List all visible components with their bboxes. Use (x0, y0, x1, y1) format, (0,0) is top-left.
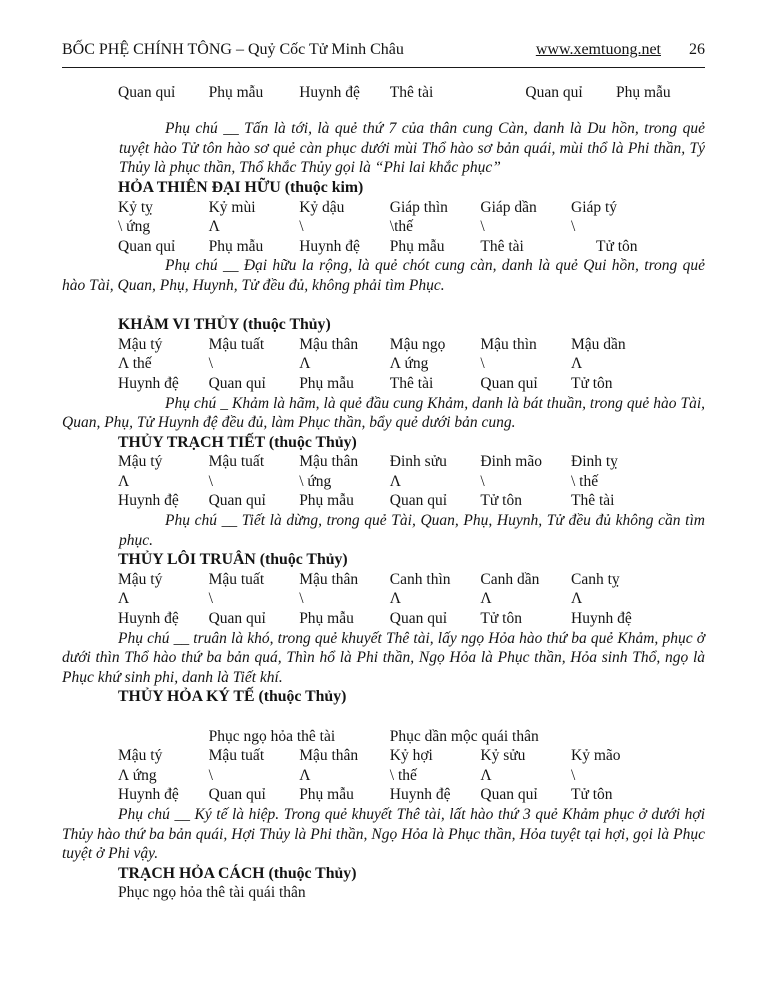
hex-cell: Giáp tý (571, 198, 618, 216)
hex-cell: Kỷ mão (571, 747, 621, 765)
section-heading: THỦY TRẠCH TIẾT (thuộc Thủy) (118, 433, 357, 451)
hex-cell: Huynh đệ (571, 610, 632, 628)
hex-cell: \ (208, 355, 213, 373)
phuc-annotation-row (62, 727, 705, 747)
hex-cell: Huynh đệ (118, 610, 179, 628)
hex-cell: Phụ mẫu (299, 786, 354, 804)
section-heading: THỦY LÔI TRUÂN (thuộc Thủy) (118, 551, 348, 569)
hex-cell: \thế (389, 218, 414, 236)
stems-row (62, 335, 705, 355)
hex-cell: Đinh mão (480, 453, 542, 471)
hex-cell: Phục ngọ hỏa thê tài (208, 727, 336, 745)
note-paragraph: Phụ chú __ truân là khó, trong quẻ khuyết Thê tài, lấy ngọ Hỏa hào thứ ba quẻ Khảm, phục ở dưới thìn Thổ hào thứ ba bản quá, Thìn hổ là Phi thần, Ngọ Hỏa là Phục thần, Hỏa sinh Thổ, ngọ là Phục khứ sinh phi, danh là Tiết khí. (62, 629, 705, 686)
hex-cell: Λ (389, 590, 402, 608)
hex-cell: Λ ứng (389, 355, 429, 373)
section-heading: THỦY HỎA KÝ TẾ (thuộc Thủy) (118, 688, 347, 706)
hex-cell: Quan quỉ (208, 786, 266, 804)
hex-cell: \ ứng (118, 218, 151, 236)
phuc-line: Phục ngọ hỏa thê tài quái thân (118, 884, 306, 902)
hex-cell: Quan quỉ (118, 83, 176, 101)
hex-cell: \ (208, 472, 213, 490)
relations-row (62, 609, 705, 629)
section-heading: TRẠCH HỎA CÁCH (thuộc Thủy) (118, 864, 357, 882)
hex-cell: Huynh đệ (389, 786, 451, 804)
hex-cell: Λ (480, 766, 492, 784)
hex-cell: \ (480, 218, 485, 236)
hex-cell: Mậu tuất (208, 747, 265, 765)
relations-row (62, 374, 705, 394)
page-header (62, 40, 705, 60)
hex-cell: \ (208, 766, 213, 784)
hex-cell: Tử tôn (596, 237, 638, 255)
hexagram-labels-row (62, 83, 705, 103)
hex-cell: Canh thìn (389, 570, 451, 588)
hex-cell: Quan quỉ (208, 374, 266, 392)
hex-cell: Tử tôn (571, 374, 613, 392)
section-heading: HỎA THIÊN ĐẠI HỮU (thuộc kim) (118, 178, 364, 196)
hex-cell: Mậu tý (118, 747, 163, 765)
relations-row (62, 491, 705, 511)
hex-cell: Huynh đệ (118, 374, 179, 392)
hex-cell: Mậu thân (299, 747, 359, 765)
hex-cell: Tử tôn (480, 492, 522, 510)
hex-cell: Mậu dần (571, 335, 626, 353)
hex-cell: Phụ mẫu (616, 83, 671, 101)
hex-cell: Λ ứng (118, 766, 157, 784)
hex-cell: Kỷ dậu (299, 198, 345, 216)
hex-cell: Mậu thân (299, 335, 359, 353)
hex-cell: Đinh tỵ (571, 453, 618, 471)
hex-cell: Λ (118, 472, 130, 490)
hex-cell: Tử tôn (571, 786, 613, 804)
hex-cell: Tử tôn (480, 610, 522, 628)
note-paragraph: Phụ chú __ Tiết là dừng, trong quẻ Tài, Quan, Phụ, Huynh, Tử đều đủ không cần tìm phục. (119, 512, 705, 549)
hex-cell: Λ thế (118, 355, 152, 373)
marks-row (62, 589, 705, 609)
hex-cell: \ (480, 355, 485, 373)
hex-cell: Huynh đệ (118, 786, 179, 804)
hex-cell: Phụ mẫu (299, 610, 354, 628)
hex-cell: Mậu thìn (480, 335, 537, 353)
marks-row (62, 472, 705, 492)
hex-cell: Kỷ tỵ (118, 198, 153, 216)
hex-cell: \ (208, 590, 213, 608)
hex-cell: Đinh sửu (389, 453, 447, 471)
stems-row (62, 746, 705, 766)
hex-cell: Mậu thân (299, 453, 359, 471)
hex-cell: Thê tài (389, 83, 434, 101)
stems-row (62, 452, 705, 472)
hex-cell: Huynh đệ (118, 492, 179, 510)
hex-cell: Thê tài (389, 374, 434, 392)
relations-row (62, 237, 705, 257)
hex-cell: Huynh đệ (299, 83, 360, 101)
blank-line (62, 707, 705, 727)
hex-cell: Phục dần mộc quái thân (389, 727, 539, 745)
document-title: BỐC PHỆ CHÍNH TÔNG – Quỷ Cốc Tử Minh Châu (62, 41, 404, 58)
hex-cell: Giáp thìn (389, 198, 448, 216)
marks-row (62, 217, 705, 237)
hex-cell: Mậu tuất (208, 335, 265, 353)
site-url-link[interactable]: www.xemtuong.net (535, 41, 661, 58)
hex-cell: Phụ mẫu (299, 492, 354, 510)
note-paragraph: Phụ chú __ Ký tế là hiệp. Trong quẻ khuyết Thê tài, lất hào thứ 3 quẻ Khảm phục ở dưới hợi Thủy hào thứ ba bản quái, Hợi Thủy là Phi thần, Ngọ Hỏa là Phục thần, Hỏa tuyệt tại hợi, gọi là Phục tuyệt ở Phi vậy. (62, 805, 705, 863)
note-paragraph: Phụ chú __ Tấn là tới, là quẻ thứ 7 của thân cung Càn, danh là Du hồn, trong quẻ tuyệt hào Tử tôn hào sơ quẻ càn phục dưới mùi Thổ hào sơ bản quái, mùi thổ là Phi thần, Tý Thủy là phục thần, Thổ khắc Thủy gọi là “Phi lai khắc phục” (119, 120, 705, 177)
hex-cell: Mậu ngọ (389, 335, 446, 353)
hex-cell: Quan quỉ (208, 610, 266, 628)
hex-cell: Kỷ hợi (389, 747, 433, 765)
relations-row (62, 785, 705, 805)
hex-cell: \ (299, 218, 304, 236)
hex-cell: Giáp dần (480, 198, 537, 216)
marks-row (62, 766, 705, 786)
hex-cell: \ (571, 766, 576, 784)
hex-cell: Mậu tý (118, 570, 163, 588)
hex-cell: Kỷ sửu (480, 747, 526, 765)
hex-cell: Thê tài (480, 237, 524, 255)
hex-cell: Λ (299, 355, 311, 373)
hex-cell: Quan quỉ (208, 492, 266, 510)
hex-cell: Phụ mẫu (389, 237, 445, 255)
hex-cell: Phụ mẫu (299, 374, 354, 392)
hex-cell: Λ (208, 218, 220, 236)
hex-cell: Canh tỵ (571, 570, 620, 588)
hex-cell: Thê tài (571, 492, 615, 510)
hex-cell: Quan quỉ (389, 610, 448, 628)
hex-cell: Λ (389, 472, 402, 490)
hex-cell: Kỷ mùi (208, 198, 256, 216)
hex-cell: Mậu thân (299, 570, 359, 588)
hex-cell: Phụ mẫu (208, 237, 264, 255)
hex-cell: Mậu tuất (208, 570, 265, 588)
stems-row (62, 570, 705, 590)
hex-cell: Λ (571, 355, 583, 373)
marks-row (62, 354, 705, 374)
hex-cell: Huynh đệ (299, 237, 360, 255)
hex-cell: Λ (118, 590, 130, 608)
hex-cell: Quan quỉ (525, 83, 583, 101)
hex-cell: Quan quỉ (118, 237, 176, 255)
header-rule (62, 67, 705, 68)
hex-cell: Λ (299, 766, 311, 784)
hex-cell: \ (571, 218, 576, 236)
hex-cell: Canh dần (480, 570, 540, 588)
hex-cell: Mậu tý (118, 453, 163, 471)
page-number: 26 (689, 41, 705, 58)
hex-cell: Quan quỉ (480, 374, 538, 392)
hex-cell: \ (299, 590, 304, 608)
hex-cell: Phụ mẫu (208, 83, 264, 101)
hex-cell: \ (480, 472, 485, 490)
hex-cell: Mậu tý (118, 335, 163, 353)
hex-cell: Mậu tuất (208, 453, 265, 471)
hex-cell: \ thế (389, 766, 417, 784)
hex-cell: Λ (571, 590, 583, 608)
stems-row (62, 198, 705, 218)
note-paragraph: Phụ chú __ Đại hữu la rộng, là quẻ chót cung càn, danh là quẻ Qui hồn, trong quẻ hào Tài, Quan, Phụ, Huynh, Tử đều đủ, không phải tìm Phục. (62, 257, 705, 294)
hex-cell: \ thế (571, 472, 599, 490)
hex-cell: \ ứng (299, 472, 332, 490)
hex-cell: Quan quỉ (389, 492, 448, 510)
hex-cell: Quan quỉ (480, 786, 538, 804)
note-paragraph: Phụ chú _ Khảm là hãm, là quẻ đầu cung Khảm, danh là bát thuần, trong quẻ hào Tài, Quan, Phụ, Tử Huynh đệ đều đủ, làm Phục thần, bẩy quẻ dưới bản cung. (62, 394, 705, 432)
hex-cell: Λ (480, 590, 492, 608)
section-heading: KHẢM VI THỦY (thuộc Thủy) (118, 316, 331, 334)
